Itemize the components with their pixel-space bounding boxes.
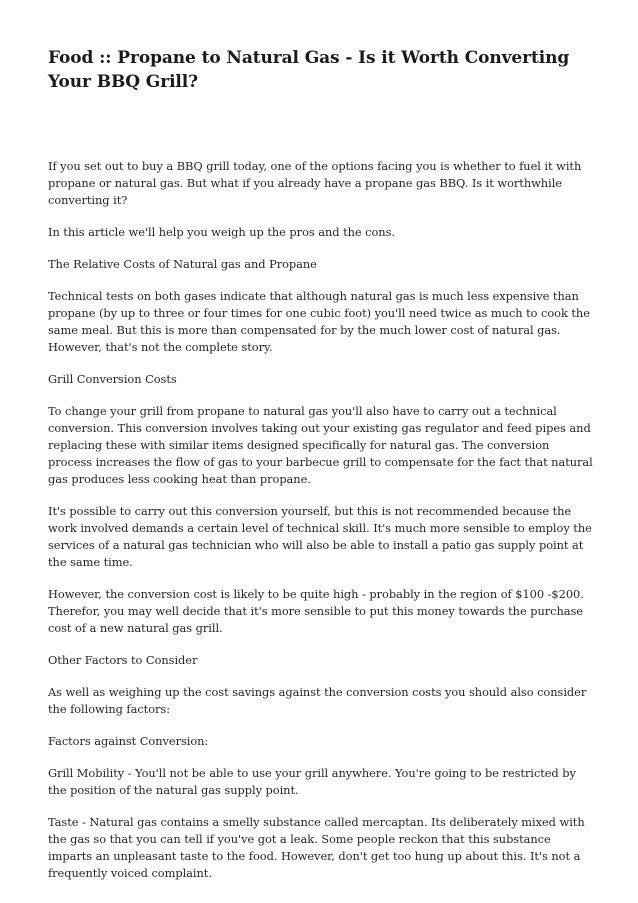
article-title: Food :: Propane to Natural Gas - Is it Worth Converting Your BBQ Grill? xyxy=(48,48,570,92)
paragraph-weighing-up: As well as weighing up the cost savings against the conversion costs you should also consider the following factors: xyxy=(48,685,587,716)
paragraph-diy-conversion: It's possible to carry out this conversion yourself, but this is not recommended because the work involved demands a certain level of technical skill. It's much more sensible to employ the services of a natural gas technician who will also be able to install a patio gas supply point at the same time. xyxy=(48,504,592,569)
paragraph-technical-conversion: To change your grill from propane to natural gas you'll also have to carry out a technical conversion. This conversion involves taking out your existing gas regulator and feed pipes and replacing these with similar items designed specifically for natural gas. The conversion process increases the flow of gas to your barbecue grill to compensate for the fact that natural gas produces less cooking heat than propane. xyxy=(48,404,593,486)
document-page xyxy=(48,46,596,897)
section-heading-other-factors: Other Factors to Consider xyxy=(48,653,198,667)
section-heading-conversion-costs: Grill Conversion Costs xyxy=(48,372,177,386)
paragraph-grill-mobility: Grill Mobility - You'll not be able to use your grill anywhere. You're going to be restricted by the position of the natural gas supply point. xyxy=(48,766,576,797)
article-body xyxy=(48,158,596,882)
paragraph-weigh-pros-cons: In this article we'll help you weigh up the pros and the cons. xyxy=(48,225,395,239)
section-heading-factors-against: Factors against Conversion: xyxy=(48,734,209,748)
paragraph-intro: If you set out to buy a BBQ grill today, one of the options facing you is whether to fuel it with propane or natural gas. But what if you already have a propane gas BBQ. Is it worthwhile converting it? xyxy=(48,159,582,207)
paragraph-technical-tests: Technical tests on both gases indicate that although natural gas is much less expensive than propane (by up to three or four times for one cubic foot) you'll need twice as much to cook the same meal. But this is more than compensated for by the much lower cost of natural gas. However, that's not the complete story. xyxy=(48,289,590,354)
paragraph-conversion-cost: However, the conversion cost is likely to be quite high - probably in the region of $100 -$200. Therefor, you may well decide that it's more sensible to put this money towards the purchase cost of a new natural gas grill. xyxy=(48,587,584,635)
paragraph-taste: Taste - Natural gas contains a smelly substance called mercaptan. Its deliberately mixed with the gas so that you can tell if you've got a leak. Some people reckon that this substance imparts an unpleasant taste to the food. However, don't get too hung up about this. It's not a frequently voiced complaint. xyxy=(48,815,585,880)
section-heading-relative-costs: The Relative Costs of Natural gas and Propane xyxy=(48,257,317,271)
